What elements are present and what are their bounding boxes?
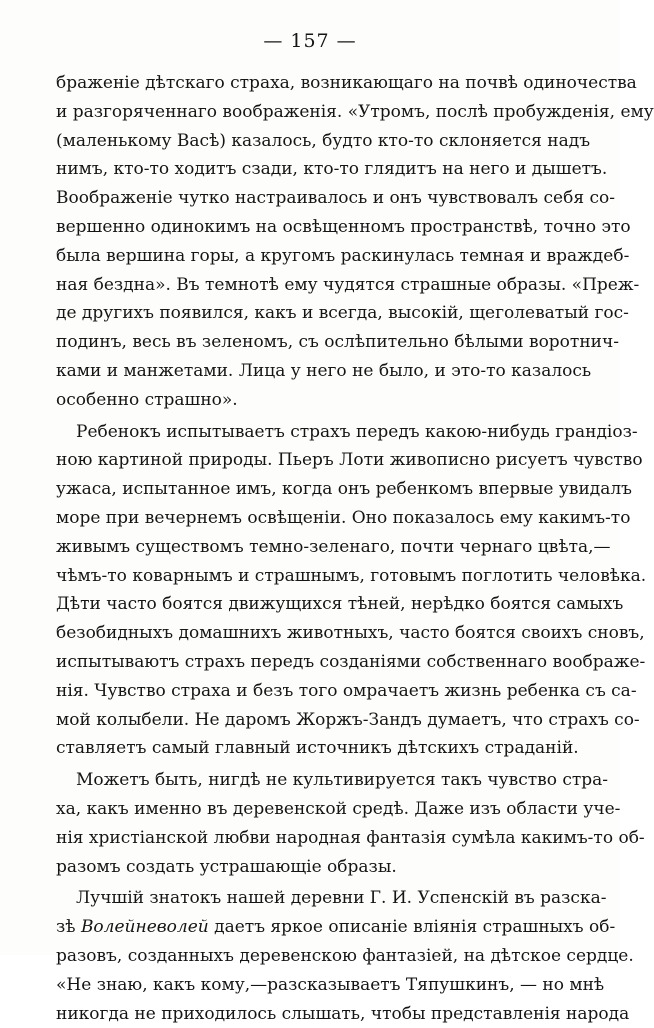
text-line: никогда не приходилось слышать, чтобы представленія народа xyxy=(56,1000,589,1028)
text-line: Можетъ быть, нигдѣ не культивируется такъ чувство стра- xyxy=(56,766,589,795)
text-line: ная бездна». Въ темнотѣ ему чудятся страшные образы. «Преж- xyxy=(56,271,589,300)
text-line: ною картиной природы. Пьеръ Лоти живописно рисуетъ чувство xyxy=(56,446,589,475)
text-line: браженіе дѣтскаго страха, возникающаго на почвѣ одиночества xyxy=(56,69,589,98)
text-line: ужаса, испытанное имъ, когда онъ ребенкомъ впервые увидалъ xyxy=(56,475,589,504)
text-line: подинъ, весь въ зеленомъ, съ ослѣпительно бѣлыми воротнич- xyxy=(56,328,589,357)
text-line: нія христіанской любви народная фантазія сумѣла какимъ-то об- xyxy=(56,824,589,853)
text-line: Ребенокъ испытываетъ страхъ передъ какою-нибудь грандіоз- xyxy=(56,418,589,447)
text-line: была вершина горы, а кругомъ раскинулась темная и враждеб- xyxy=(56,242,589,271)
text-fragment: даетъ яркое описаніе вліянія страшныхъ об- xyxy=(209,917,615,937)
text-line xyxy=(56,913,589,942)
text-line: ками и манжетами. Лица у него не было, и это-то казалось xyxy=(56,357,589,386)
text-line: нія. Чувство страха и безъ того омрачаетъ жизнь ребенка съ са- xyxy=(56,677,589,706)
text-line: Воображеніе чутко настраивалось и онъ чувствовалъ себя со- xyxy=(56,184,589,213)
text-line: разомъ создать устрашающіе образы. xyxy=(56,853,589,882)
text-line: Дѣти часто боятся движущихся тѣней, нерѣдко боятся самыхъ xyxy=(56,590,589,619)
story-title: Волейневолей xyxy=(81,917,209,937)
text-line: «Не знаю, какъ кому,—разсказываетъ Тяпушкинъ, — но мнѣ xyxy=(56,971,589,1000)
body-text xyxy=(56,69,589,1028)
text-line: Лучшій знатокъ нашей деревни Г. И. Успенскій въ разска- xyxy=(56,884,589,913)
text-line: и разгоряченнаго воображенія. «Утромъ, послѣ пробужденія, ему xyxy=(56,98,589,127)
text-line: де другихъ появился, какъ и всегда, высокій, щеголеватый гос- xyxy=(56,299,589,328)
text-line: нимъ, кто-то ходитъ сзади, кто-то глядитъ на него и дышетъ. xyxy=(56,155,589,184)
text-line: безобидныхъ домашнихъ животныхъ, часто боятся своихъ сновъ, xyxy=(56,619,589,648)
text-line: ставляетъ самый главный источникъ дѣтскихъ страданій. xyxy=(56,734,589,763)
text-line: вершенно одинокимъ на освѣщенномъ пространствѣ, точно это xyxy=(56,213,589,242)
text-line: особенно страшно». xyxy=(56,386,589,415)
text-line: море при вечернемъ освѣщеніи. Оно показалось ему какимъ-то xyxy=(56,504,589,533)
text-line: разовъ, созданныхъ деревенскою фантазіей, на дѣтское сердце. xyxy=(56,942,589,971)
text-line: живымъ существомъ темно-зеленаго, почти чернаго цвѣта,— xyxy=(56,533,589,562)
text-line: мой колыбели. Не даромъ Жоржъ-Зандъ думаетъ, что страхъ со- xyxy=(56,706,589,735)
text-line: (маленькому Васѣ) казалось, будто кто-то склоняется надъ xyxy=(56,127,589,156)
page-number: — 157 — xyxy=(0,30,620,52)
text-line: чѣмъ-то коварнымъ и страшнымъ, готовымъ поглотить человѣка. xyxy=(56,562,589,591)
text-fragment: зѣ xyxy=(56,917,81,937)
text-line: испытываютъ страхъ передъ созданіями собственнаго воображе- xyxy=(56,648,589,677)
text-line: ха, какъ именно въ деревенской средѣ. Даже изъ области уче- xyxy=(56,795,589,824)
